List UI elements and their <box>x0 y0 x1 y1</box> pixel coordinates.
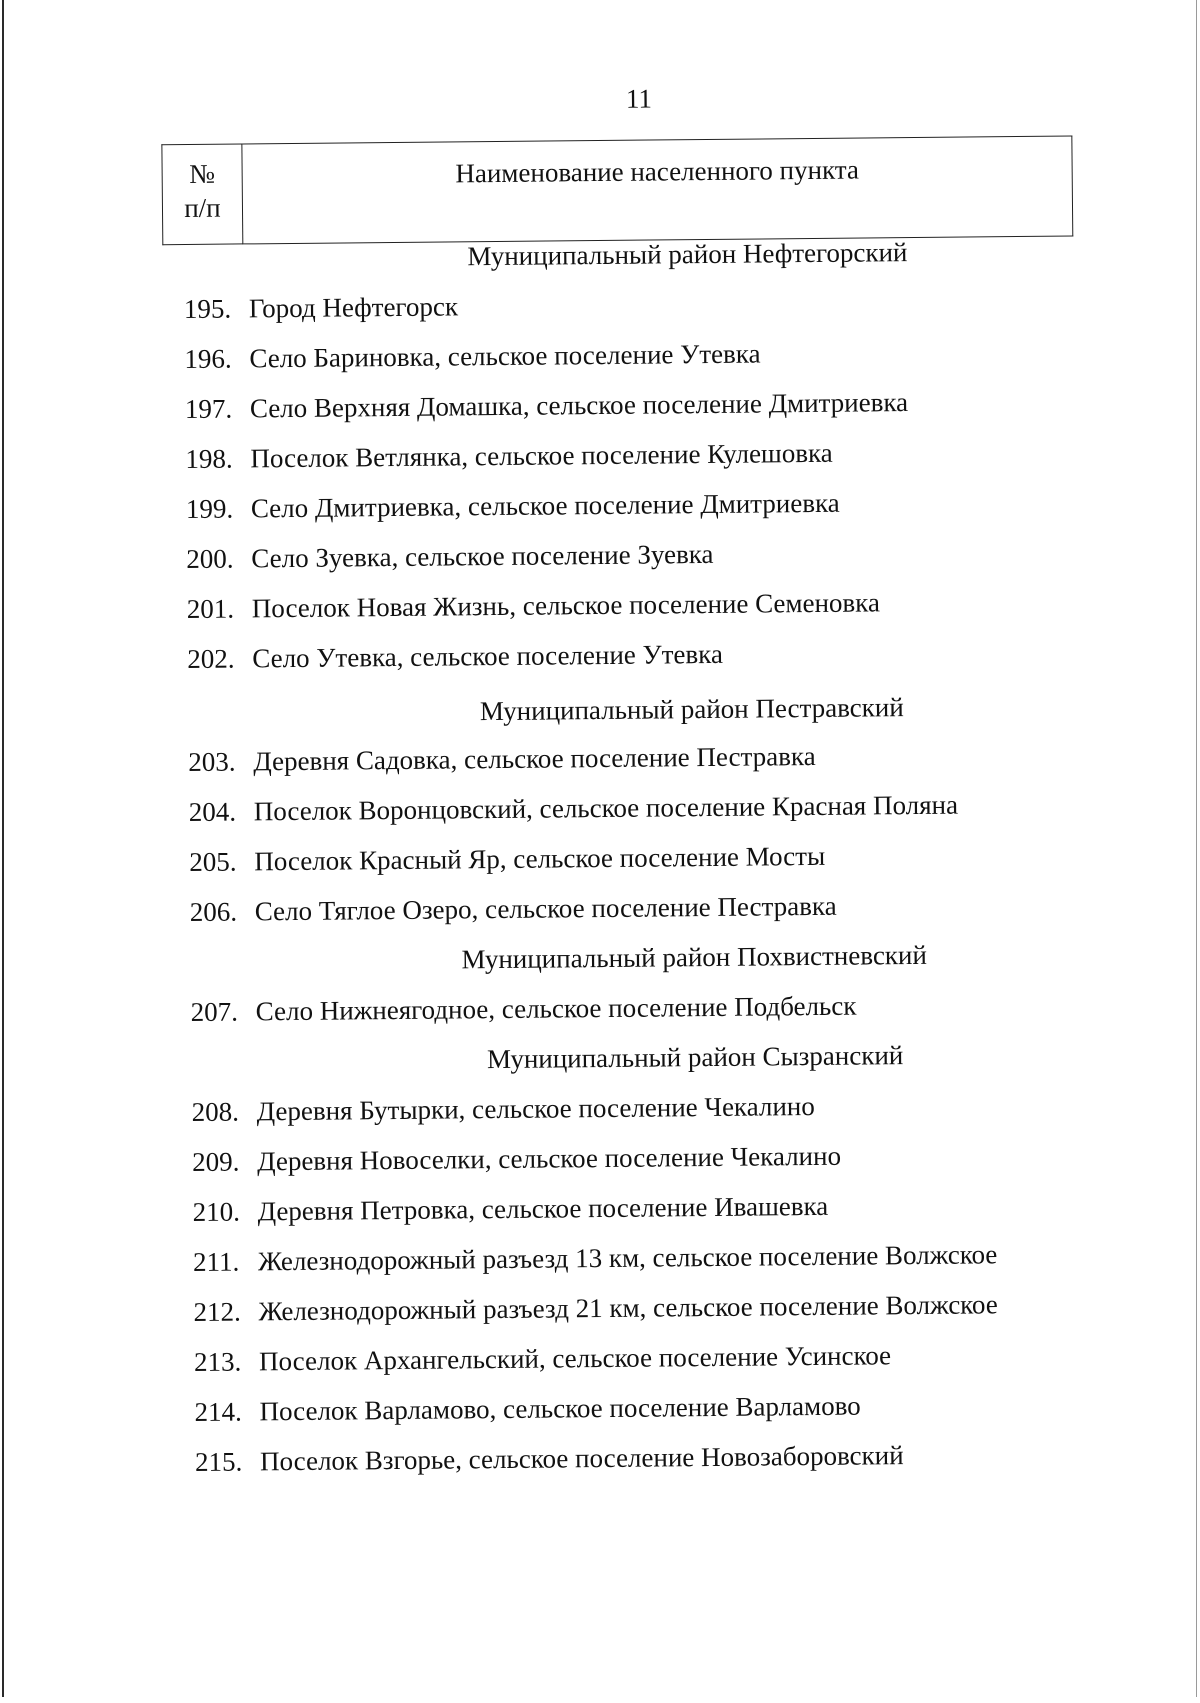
list-item <box>185 435 1085 475</box>
number-sign: № <box>189 158 216 189</box>
page-number: 11 <box>625 83 653 114</box>
settlement-name: Деревня Петровка, сельское поселение Ивашевка <box>257 1190 829 1227</box>
settlement-name: Село Нижнеягодное, сельское поселение Подбельск <box>255 990 857 1027</box>
item-number: 214. <box>194 1396 242 1427</box>
list-item <box>185 385 1085 425</box>
section-title: Муниципальный район Нефтегорский <box>467 237 908 272</box>
item-number: 196. <box>184 343 232 375</box>
list-item <box>193 1238 1093 1278</box>
item-number: 203. <box>188 746 236 777</box>
list-item <box>184 285 1084 325</box>
item-number: 207. <box>190 996 239 1027</box>
settlement-name: Поселок Ветлянка, сельское поселение Кулешовка <box>250 437 833 474</box>
settlement-name: Поселок Красный Яр, сельское поселение Мосты <box>254 840 826 877</box>
list-header-table <box>161 135 1073 245</box>
list-item <box>192 1088 1092 1128</box>
item-number: 213. <box>193 1346 242 1377</box>
list-item <box>187 635 1087 675</box>
settlement-name: Село Дмитриевка, сельское поселение Дмитриевка <box>250 487 840 524</box>
settlement-name: Поселок Воронцовский, сельское поселение Красная Поляна <box>253 789 959 827</box>
settlement-name: Деревня Садовка, сельское поселение Пестравка <box>253 740 816 777</box>
list-item <box>192 1188 1092 1228</box>
settlement-name: Железнодорожный разъезд 21 км, сельское поселение Волжское <box>258 1289 998 1327</box>
item-number: 201. <box>186 593 235 624</box>
settlement-name: Село Бариновка, сельское поселение Утевка <box>249 338 761 374</box>
item-number: 208. <box>191 1096 240 1127</box>
list-item <box>187 585 1087 625</box>
section-title: Муниципальный район Пестравский <box>479 692 904 727</box>
list-item <box>186 485 1086 525</box>
settlement-name: Город Нефтегорск <box>248 291 459 324</box>
list-item <box>194 1338 1094 1378</box>
item-number: 199. <box>185 493 234 524</box>
item-number: 212. <box>193 1296 241 1327</box>
name-column-header: Наименование населенного пункта <box>242 136 1073 244</box>
number-column-header <box>162 144 243 245</box>
item-number: 204. <box>188 796 237 827</box>
item-number: 200. <box>186 543 234 574</box>
item-number: 211. <box>192 1246 240 1277</box>
list-item <box>184 335 1084 375</box>
settlement-name: Поселок Взгорье, сельское поселение Новозаборовский <box>259 1440 904 1477</box>
settlement-name: Деревня Новоселки, сельское поселение Чекалино <box>256 1140 842 1177</box>
list-item <box>186 535 1086 575</box>
settlement-name: Железнодорожный разъезд 13 км, сельское поселение Волжское <box>257 1239 998 1277</box>
settlement-name: Деревня Бутырки, сельское поселение Чекалино <box>256 1090 815 1127</box>
list-item <box>191 988 1091 1028</box>
list-item <box>189 838 1089 878</box>
list-item <box>188 738 1088 778</box>
settlement-name: Поселок Архангельский, сельское поселение Усинское <box>258 1340 892 1377</box>
list-item <box>190 888 1090 928</box>
item-number: 206. <box>189 896 238 927</box>
item-number: 197. <box>184 393 233 425</box>
list-item <box>194 1388 1094 1428</box>
list-item <box>195 1438 1095 1478</box>
item-number: 210. <box>192 1196 241 1227</box>
settlement-name: Село Тяглое Озеро, сельское поселение Пестравка <box>254 890 837 927</box>
item-number: 195. <box>183 293 232 325</box>
list-item <box>193 1288 1093 1328</box>
item-number: 215. <box>194 1446 243 1477</box>
section-title: Муниципальный район Сызранский <box>486 1040 904 1075</box>
item-number: 202. <box>187 643 235 674</box>
section-title: Муниципальный район Похвистневский <box>461 939 927 975</box>
ordinal-abbreviation: п/п <box>184 192 221 223</box>
list-item <box>189 788 1089 828</box>
item-number: 209. <box>191 1146 240 1177</box>
settlement-name: Село Утевка, сельское поселение Утевка <box>252 638 724 674</box>
settlement-name: Село Верхняя Домашка, сельское поселение Дмитриевка <box>249 387 909 424</box>
item-number: 198. <box>185 443 233 475</box>
item-number: 205. <box>189 846 237 877</box>
settlement-name: Поселок Новая Жизнь, сельское поселение Семеновка <box>251 587 881 624</box>
settlement-name: Село Зуевка, сельское поселение Зуевка <box>251 538 714 574</box>
list-item <box>192 1138 1092 1178</box>
settlement-name: Поселок Варламово, сельское поселение Варламово <box>259 1390 861 1427</box>
